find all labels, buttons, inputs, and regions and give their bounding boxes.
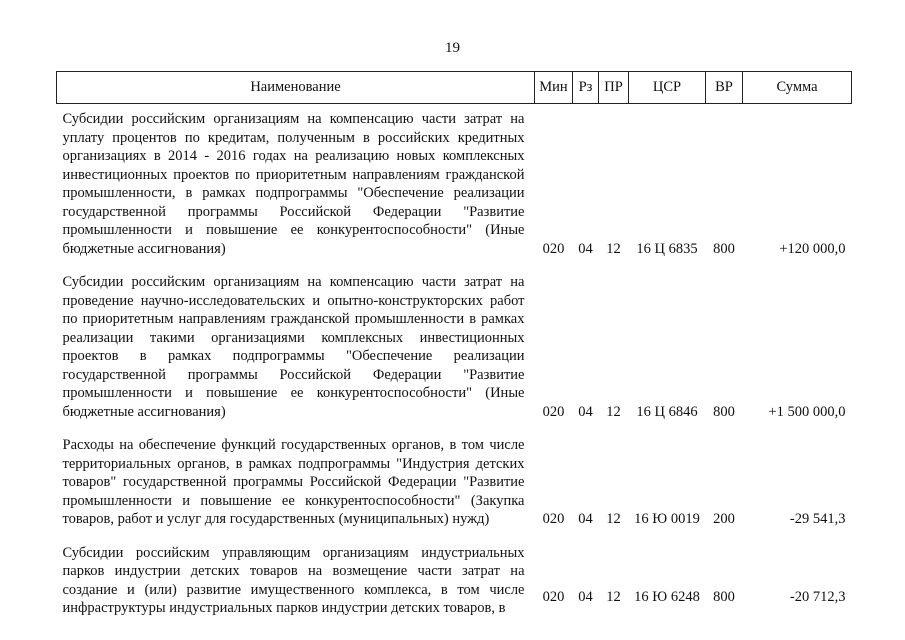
row-vr: 800: [713, 240, 735, 257]
table-row: [57, 430, 852, 538]
row-name: Расходы на обеспечение функций государственных органов, в том числе территориальных органов, в рамках подпрограммы "Индустрия детских товаров" государственной программы Российской Федерации "Развитие промышленности и повышение ее конкурентоспособности" (Закупка товаров, работ и услуг для государственных (муниципальных) нужд): [62, 437, 525, 527]
budget-table-container: [56, 71, 851, 618]
row-pr: 12: [606, 511, 621, 527]
row-rz: 04: [578, 240, 593, 257]
row-min: 020: [542, 589, 565, 605]
row-sum: -20 712,3: [789, 589, 846, 605]
row-min: 020: [542, 240, 565, 257]
row-vr: 800: [713, 403, 735, 420]
row-sum: +120 000,0: [779, 240, 846, 257]
row-sum: -29 541,3: [789, 511, 846, 527]
header-csr: ЦСР: [629, 72, 706, 104]
row-vr: 800: [713, 589, 735, 605]
page-number: 19: [445, 40, 460, 56]
header-vr: ВР: [706, 72, 743, 104]
row-sum: +1 500 000,0: [768, 403, 846, 420]
table-body: [57, 104, 852, 618]
header-rz: Рз: [573, 72, 599, 104]
header-pr: ПР: [599, 72, 629, 104]
row-csr: 16 Ю 6248: [634, 589, 700, 605]
row-csr: 16 Ц 6846: [636, 403, 698, 420]
row-vr: 200: [713, 511, 735, 527]
table-header-row: [57, 72, 852, 104]
budget-table: [56, 71, 852, 618]
row-min: 020: [542, 511, 565, 527]
table-row: [57, 267, 852, 430]
row-name: Субсидии российским управляющим организациям индустриальных парков индустрии детских товаров на возмещение части затрат на создание и (или) развитие имущественного комплекса, в том числе инфраструктуры индустриальных парков индустрии детских товаров, в: [62, 544, 525, 616]
header-name: Наименование: [57, 72, 535, 104]
table-header: [57, 72, 852, 104]
table-row: [57, 104, 852, 268]
row-name: Субсидии российским организациям на компенсацию части затрат на уплату процентов по кредитам, полученным в российских кредитных организациях в 2014 - 2016 годах на реализацию новых комплексных инвестиционных проектов по приоритетным направлениям гражданской промышленности, в рамках подпрограммы "Обеспечение реализации государственной программы Российской Федерации "Развитие промышленности и повышение ее конкурентоспособности" (Иные бюджетные ассигнования): [62, 111, 525, 257]
row-pr: 12: [606, 403, 621, 420]
row-rz: 04: [578, 589, 593, 605]
table-row: [57, 538, 852, 618]
row-pr: 12: [606, 240, 621, 257]
header-min: Мин: [535, 72, 573, 104]
header-sum: Сумма: [743, 72, 852, 104]
row-rz: 04: [578, 511, 593, 527]
row-csr: 16 Ю 0019: [634, 511, 700, 527]
row-pr: 12: [606, 589, 621, 605]
row-rz: 04: [578, 403, 593, 420]
row-name: Субсидии российским организациям на компенсацию части затрат на проведение научно-исследовательских и опытно-конструкторских работ по приоритетным направлениям гражданской промышленности в рамках реализации такими организациями комплексных инвестиционных проектов в рамках подпрограммы "Обеспечение реализации государственной программы Российской Федерации "Развитие промышленности и повышение ее конкурентоспособности" (Иные бюджетные ассигнования): [62, 274, 525, 420]
row-csr: 16 Ц 6835: [636, 240, 698, 257]
row-min: 020: [542, 403, 565, 420]
